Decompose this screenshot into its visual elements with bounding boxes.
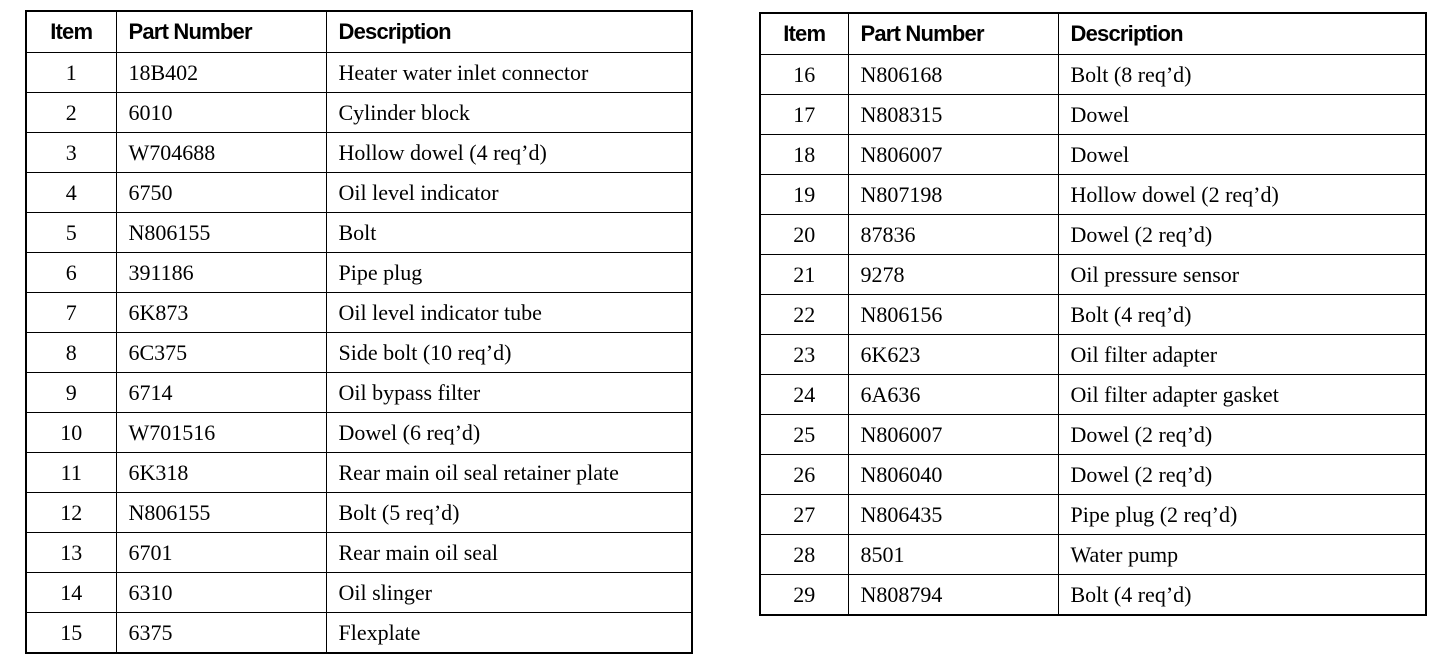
- item-cell: 4: [26, 173, 116, 213]
- table-row: [760, 335, 1426, 375]
- description-cell: Oil level indicator: [326, 173, 692, 213]
- part-number-cell: 6010: [116, 93, 326, 133]
- item-cell: 10: [26, 413, 116, 453]
- part-number-cell: 6K623: [848, 335, 1058, 375]
- description-cell: Cylinder block: [326, 93, 692, 133]
- item-cell: 22: [760, 295, 848, 335]
- parts-table-right: [759, 12, 1427, 616]
- description-cell: Bolt (8 req’d): [1058, 55, 1426, 95]
- description-cell: Bolt: [326, 213, 692, 253]
- part-number-cell: 6C375: [116, 333, 326, 373]
- item-cell: 9: [26, 373, 116, 413]
- item-cell: 11: [26, 453, 116, 493]
- table-row: [26, 413, 692, 453]
- part-number-cell: 6K873: [116, 293, 326, 333]
- part-number-cell: 6310: [116, 573, 326, 613]
- item-cell: 19: [760, 175, 848, 215]
- table-row: [760, 175, 1426, 215]
- table-row: [760, 495, 1426, 535]
- description-cell: Hollow dowel (4 req’d): [326, 133, 692, 173]
- description-cell: Oil bypass filter: [326, 373, 692, 413]
- item-cell: 5: [26, 213, 116, 253]
- part-number-cell: N806156: [848, 295, 1058, 335]
- part-number-cell: N806155: [116, 493, 326, 533]
- description-cell: Pipe plug (2 req’d): [1058, 495, 1426, 535]
- description-cell: Dowel: [1058, 135, 1426, 175]
- part-number-cell: N806007: [848, 415, 1058, 455]
- description-cell: Oil slinger: [326, 573, 692, 613]
- description-cell: Dowel (2 req’d): [1058, 215, 1426, 255]
- item-cell: 26: [760, 455, 848, 495]
- header-part-number: Part Number: [848, 13, 1058, 55]
- part-number-cell: 18B402: [116, 53, 326, 93]
- item-cell: 21: [760, 255, 848, 295]
- item-cell: 1: [26, 53, 116, 93]
- header-description: Description: [1058, 13, 1426, 55]
- item-cell: 27: [760, 495, 848, 535]
- table-row: [26, 373, 692, 413]
- table-row: [760, 215, 1426, 255]
- item-cell: 14: [26, 573, 116, 613]
- part-number-cell: 9278: [848, 255, 1058, 295]
- description-cell: Flexplate: [326, 613, 692, 654]
- description-cell: Bolt (5 req’d): [326, 493, 692, 533]
- item-cell: 6: [26, 253, 116, 293]
- part-number-cell: 6701: [116, 533, 326, 573]
- description-cell: Side bolt (10 req’d): [326, 333, 692, 373]
- item-cell: 12: [26, 493, 116, 533]
- item-cell: 13: [26, 533, 116, 573]
- table-row: [760, 455, 1426, 495]
- description-cell: Oil pressure sensor: [1058, 255, 1426, 295]
- header-part-number: Part Number: [116, 11, 326, 53]
- part-number-cell: 6714: [116, 373, 326, 413]
- item-cell: 28: [760, 535, 848, 575]
- table-row: [760, 295, 1426, 335]
- table-row: [760, 55, 1426, 95]
- description-cell: Rear main oil seal retainer plate: [326, 453, 692, 493]
- part-number-cell: 6375: [116, 613, 326, 654]
- description-cell: Dowel (2 req’d): [1058, 455, 1426, 495]
- part-number-cell: 8501: [848, 535, 1058, 575]
- part-number-cell: N806168: [848, 55, 1058, 95]
- item-cell: 18: [760, 135, 848, 175]
- item-cell: 8: [26, 333, 116, 373]
- header-row: [760, 13, 1426, 55]
- part-number-cell: W701516: [116, 413, 326, 453]
- table-row: [760, 255, 1426, 295]
- table-row: [26, 493, 692, 533]
- table-row: [26, 333, 692, 373]
- table-row: [760, 375, 1426, 415]
- table-row: [26, 173, 692, 213]
- header-item: Item: [26, 11, 116, 53]
- part-number-cell: N806155: [116, 213, 326, 253]
- header-description: Description: [326, 11, 692, 53]
- part-number-cell: N808315: [848, 95, 1058, 135]
- part-number-cell: N806007: [848, 135, 1058, 175]
- item-cell: 24: [760, 375, 848, 415]
- part-number-cell: W704688: [116, 133, 326, 173]
- part-number-cell: 391186: [116, 253, 326, 293]
- part-number-cell: N807198: [848, 175, 1058, 215]
- description-cell: Oil level indicator tube: [326, 293, 692, 333]
- part-number-cell: N806040: [848, 455, 1058, 495]
- part-number-cell: 6A636: [848, 375, 1058, 415]
- description-cell: Rear main oil seal: [326, 533, 692, 573]
- description-cell: Bolt (4 req’d): [1058, 575, 1426, 616]
- table-row: [760, 535, 1426, 575]
- item-cell: 3: [26, 133, 116, 173]
- table-row: [26, 133, 692, 173]
- item-cell: 7: [26, 293, 116, 333]
- table-row: [760, 415, 1426, 455]
- description-cell: Water pump: [1058, 535, 1426, 575]
- table-row: [760, 135, 1426, 175]
- item-cell: 25: [760, 415, 848, 455]
- item-cell: 23: [760, 335, 848, 375]
- part-number-cell: N808794: [848, 575, 1058, 616]
- table-row: [26, 213, 692, 253]
- description-cell: Pipe plug: [326, 253, 692, 293]
- table-row: [26, 293, 692, 333]
- header-row: [26, 11, 692, 53]
- table-row: [760, 575, 1426, 616]
- item-cell: 15: [26, 613, 116, 654]
- table-row: [26, 93, 692, 133]
- part-number-cell: 87836: [848, 215, 1058, 255]
- item-cell: 29: [760, 575, 848, 616]
- table-row: [26, 613, 692, 654]
- table-row: [26, 53, 692, 93]
- description-cell: Heater water inlet connector: [326, 53, 692, 93]
- table-row: [26, 253, 692, 293]
- part-number-cell: 6750: [116, 173, 326, 213]
- table-row: [26, 533, 692, 573]
- description-cell: Oil filter adapter gasket: [1058, 375, 1426, 415]
- header-item: Item: [760, 13, 848, 55]
- parts-table-left: [25, 10, 693, 654]
- item-cell: 16: [760, 55, 848, 95]
- table-row: [760, 95, 1426, 135]
- description-cell: Dowel (6 req’d): [326, 413, 692, 453]
- table-row: [26, 453, 692, 493]
- description-cell: Dowel (2 req’d): [1058, 415, 1426, 455]
- description-cell: Oil filter adapter: [1058, 335, 1426, 375]
- part-number-cell: 6K318: [116, 453, 326, 493]
- table-row: [26, 573, 692, 613]
- item-cell: 2: [26, 93, 116, 133]
- item-cell: 17: [760, 95, 848, 135]
- description-cell: Dowel: [1058, 95, 1426, 135]
- description-cell: Hollow dowel (2 req’d): [1058, 175, 1426, 215]
- item-cell: 20: [760, 215, 848, 255]
- part-number-cell: N806435: [848, 495, 1058, 535]
- description-cell: Bolt (4 req’d): [1058, 295, 1426, 335]
